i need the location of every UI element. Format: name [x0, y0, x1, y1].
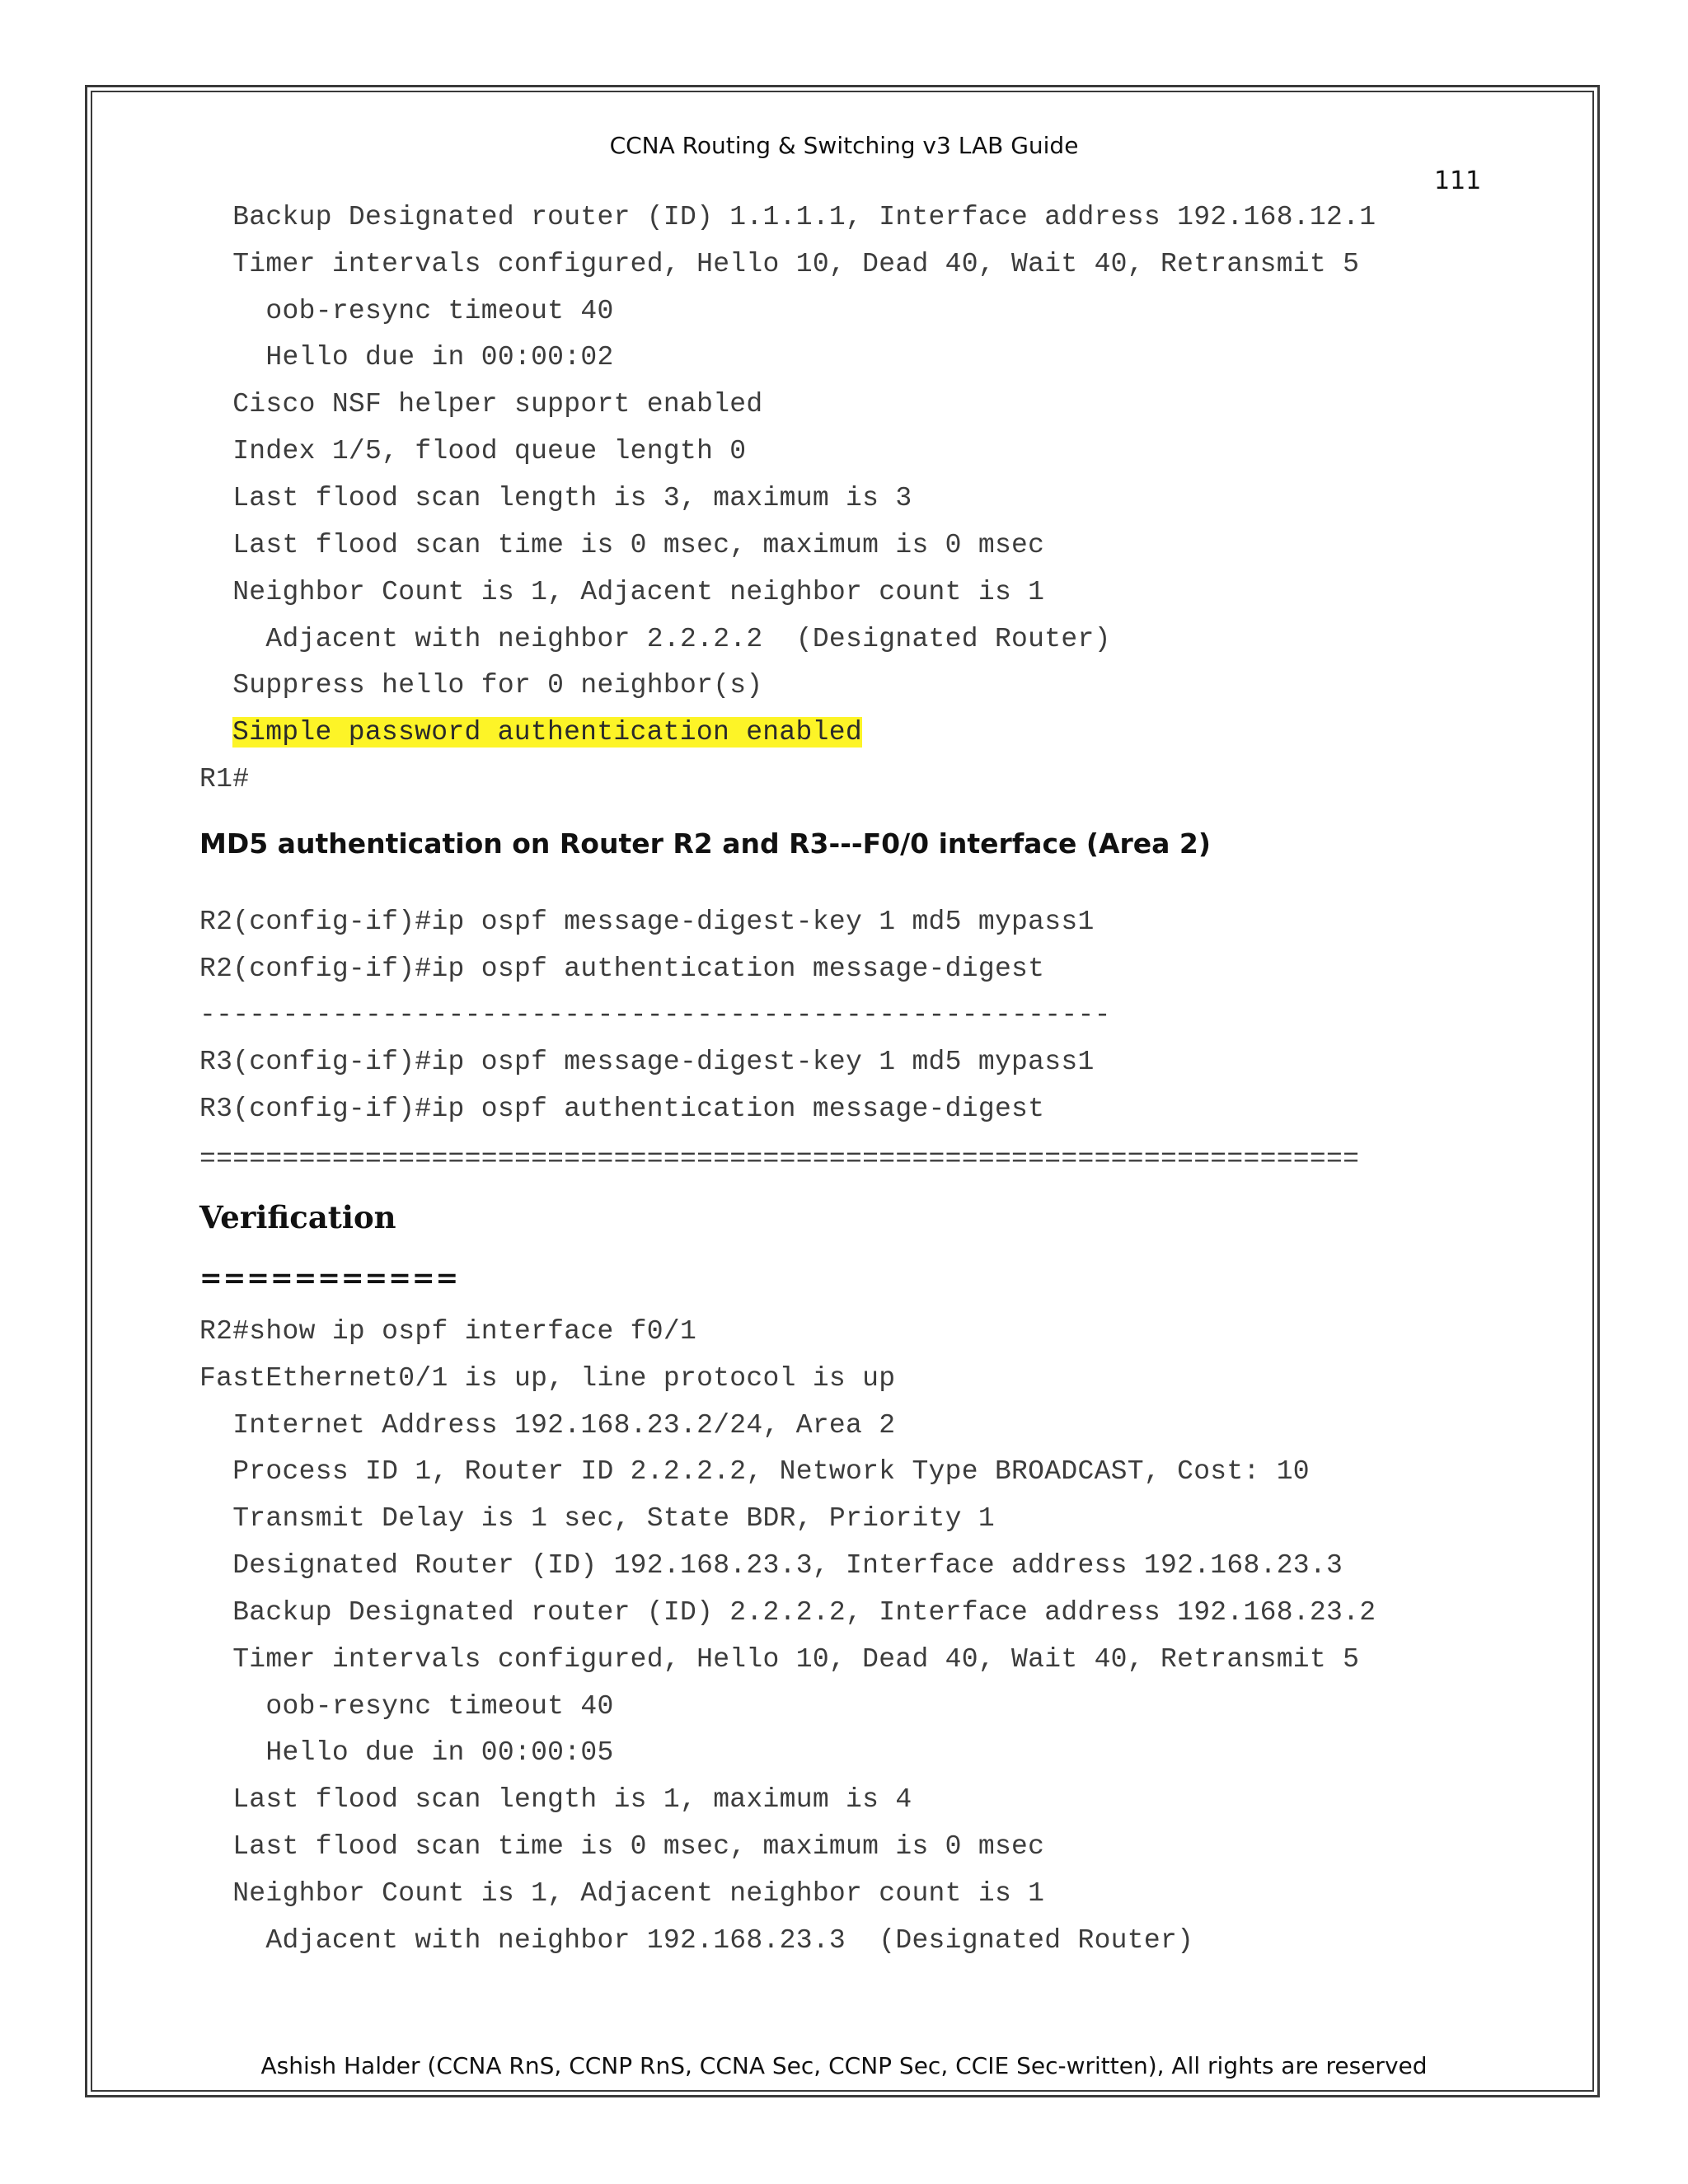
output-line: Suppress hello for 0 neighbor(s) — [199, 670, 763, 701]
output-line: Neighbor Count is 1, Adjacent neighbor count is 1 — [199, 1878, 1045, 1909]
md5-section-heading: MD5 authentication on Router R2 and R3---F0/0 interface (Area 2) — [199, 827, 1211, 860]
config-line: R2(config-if)#ip ospf authentication message-digest — [199, 954, 1045, 984]
output-line: Transmit Delay is 1 sec, State BDR, Priority 1 — [199, 1503, 995, 1534]
output-line: Index 1/5, flood queue length 0 — [199, 436, 747, 466]
separator-dashes: ------------------------------------------------------- — [199, 1000, 1111, 1030]
output-line: FastEthernet0/1 is up, line protocol is up — [199, 1363, 896, 1394]
output-line: oob-resync timeout 40 — [199, 296, 614, 326]
output-line: Hello due in 00:00:05 — [199, 1737, 614, 1768]
output-line: oob-resync timeout 40 — [199, 1691, 614, 1722]
document-footer: Ashish Halder (CCNA RnS, CCNP RnS, CCNA Sec, CCNP Sec, CCIE Sec-written), All rights are reserved — [260, 2052, 1428, 2079]
config-line: R3(config-if)#ip ospf message-digest-key 1 md5 mypass1 — [199, 1047, 1095, 1077]
output-line: Adjacent with neighbor 2.2.2.2 (Designated Router) — [199, 624, 1111, 654]
output-line: Last flood scan length is 3, maximum is 3 — [199, 483, 912, 513]
output-line: Backup Designated router (ID) 1.1.1.1, Interface address 192.168.12.1 — [199, 202, 1376, 232]
config-line: R3(config-if)#ip ospf authentication message-digest — [199, 1094, 1045, 1124]
output-line: Last flood scan length is 1, maximum is 4 — [199, 1784, 912, 1815]
output-line: Last flood scan time is 0 msec, maximum is 0 msec — [199, 530, 1045, 560]
highlight-mark: Simple password authentication enabled — [232, 717, 862, 748]
config-line: R2(config-if)#ip ospf message-digest-key 1 md5 mypass1 — [199, 907, 1095, 937]
r1-prompt: R1# — [199, 764, 250, 794]
document-header-title: CCNA Routing & Switching v3 LAB Guide — [609, 132, 1079, 159]
page-number: 111 — [1434, 166, 1482, 195]
highlighted-output-line — [232, 716, 862, 749]
verification-heading: Verification — [199, 1199, 396, 1235]
output-line: Neighbor Count is 1, Adjacent neighbor count is 1 — [199, 577, 1045, 607]
output-line: Cisco NSF helper support enabled — [199, 389, 763, 419]
output-line: Process ID 1, Router ID 2.2.2.2, Network Type BROADCAST, Cost: 10 — [199, 1456, 1310, 1487]
output-line: Last flood scan time is 0 msec, maximum is 0 msec — [199, 1831, 1045, 1862]
output-line: Internet Address 192.168.23.2/24, Area 2 — [199, 1410, 896, 1441]
output-line: Designated Router (ID) 192.168.23.3, Interface address 192.168.23.3 — [199, 1550, 1343, 1581]
separator-equals: ====================================================================== — [199, 1144, 1360, 1174]
output-line: Backup Designated router (ID) 2.2.2.2, Interface address 192.168.23.2 — [199, 1597, 1376, 1628]
output-line: R2#show ip ospf interface f0/1 — [199, 1316, 697, 1347]
output-line: Timer intervals configured, Hello 10, Dead 40, Wait 40, Retransmit 5 — [199, 1644, 1360, 1675]
verification-underline: =========== — [199, 1262, 460, 1294]
output-line: Hello due in 00:00:02 — [199, 342, 614, 373]
output-line: Timer intervals configured, Hello 10, Dead 40, Wait 40, Retransmit 5 — [199, 249, 1360, 279]
output-line: Adjacent with neighbor 192.168.23.3 (Designated Router) — [199, 1925, 1194, 1956]
